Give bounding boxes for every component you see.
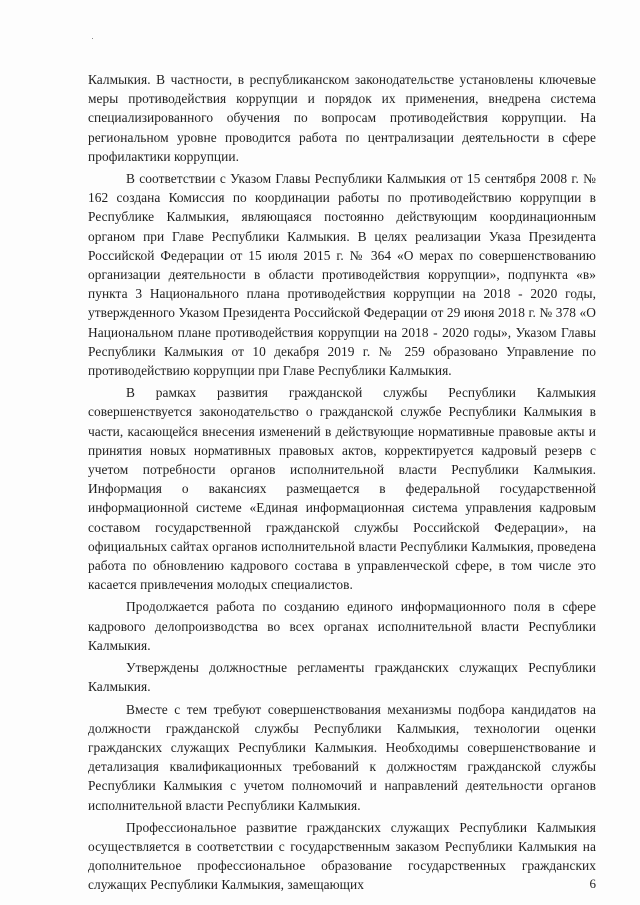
paragraph-information-field: Продолжается работа по созданию единого информационного поля в сфере кадрового делопроизводства во всех органах исполнительной власти Республики Калмыкия. (88, 599, 596, 653)
paragraph-civil-service: В рамках развития гражданской службы Республики Калмыкия совершенствуется законодательство о гражданской службе Республики Калмыкия в части, касающейся внесения изменений в действующие нормативные правовые акты и принятия новых нормативных правовых актов, корректируется кадровый резерв с учетом потребности органов исполнительной власти Республики Калмыкия. Информация о вакансиях размещается в федеральной государственной информационной системе «Единая информационная система управления кадровым составом государственной гражданской службы Российской Федерации», на официальных сайтах органов исполнительной власти Республики Калмыкия, проведена работа по обновлению кадрового состава в управленческой сфере, в том числе это касается привлечения молодых специалистов. (88, 385, 596, 593)
paragraph-regulations: Утверждены должностные регламенты гражданских служащих Республики Калмыкия. (88, 660, 596, 695)
scan-speck (92, 38, 93, 39)
paragraph-commission: В соответствии с Указом Главы Республики Калмыкия от 15 сентября 2008 г. № 162 создана Комиссия по координации работы по противодействию коррупции в Республике Калмыкия, являющаяся постоянно действующим координационным органом при Главе Республики Калмыкия. В целях реализации Указа Президента Российской Федерации от 15 июля 2015 г. № 364 «О мерах по совершенствованию организации деятельности в области противодействия коррупции», подпункта «в» пункта 3 Национального плана противодействия коррупции на 2018 - 2020 годы, утвержденного Указом Президента Российской Федерации от 29 июня 2018 г. № 378 «О Национальном плане противодействия коррупции на 2018 - 2020 годы», Указом Главы Республики Калмыкия от 10 декабря 2019 г. № 259 образовано Управление по противодействию коррупции при Главе Республики Калмыкия. (88, 171, 596, 379)
paragraph-professional-development: Профессиональное развитие гражданских служащих Республики Калмыкия осуществляется в соответствии с государственным заказом Республики Калмыкия на дополнительное профессиональное образование государственных гражданских служащих Республики Калмыкия, замещающих (88, 819, 596, 893)
page-number: 6 (589, 876, 596, 891)
paragraph-continuation: Калмыкия. В частности, в республиканском законодательстве установлены ключевые меры противодействия коррупции и порядок их применения, внедрена система специализированного обучения по вопросам противодействия коррупции. На региональном уровне проводится работа по централизации деятельности в сфере профилактики коррупции. (88, 72, 596, 164)
paragraph-improvements: Вместе с тем требуют совершенствования механизмы подбора кандидатов на должности гражданской службы Республики Калмыкия, технологии оценки гражданских служащих Республики Калмыкия. Необходимы совершенствование и детализация квалификационных требований к должностям гражданской службы Республики Калмыкия с учетом полномочий и направлений деятельности органов исполнительной власти Республики Калмыкия. (88, 701, 596, 813)
document-body (88, 70, 596, 898)
